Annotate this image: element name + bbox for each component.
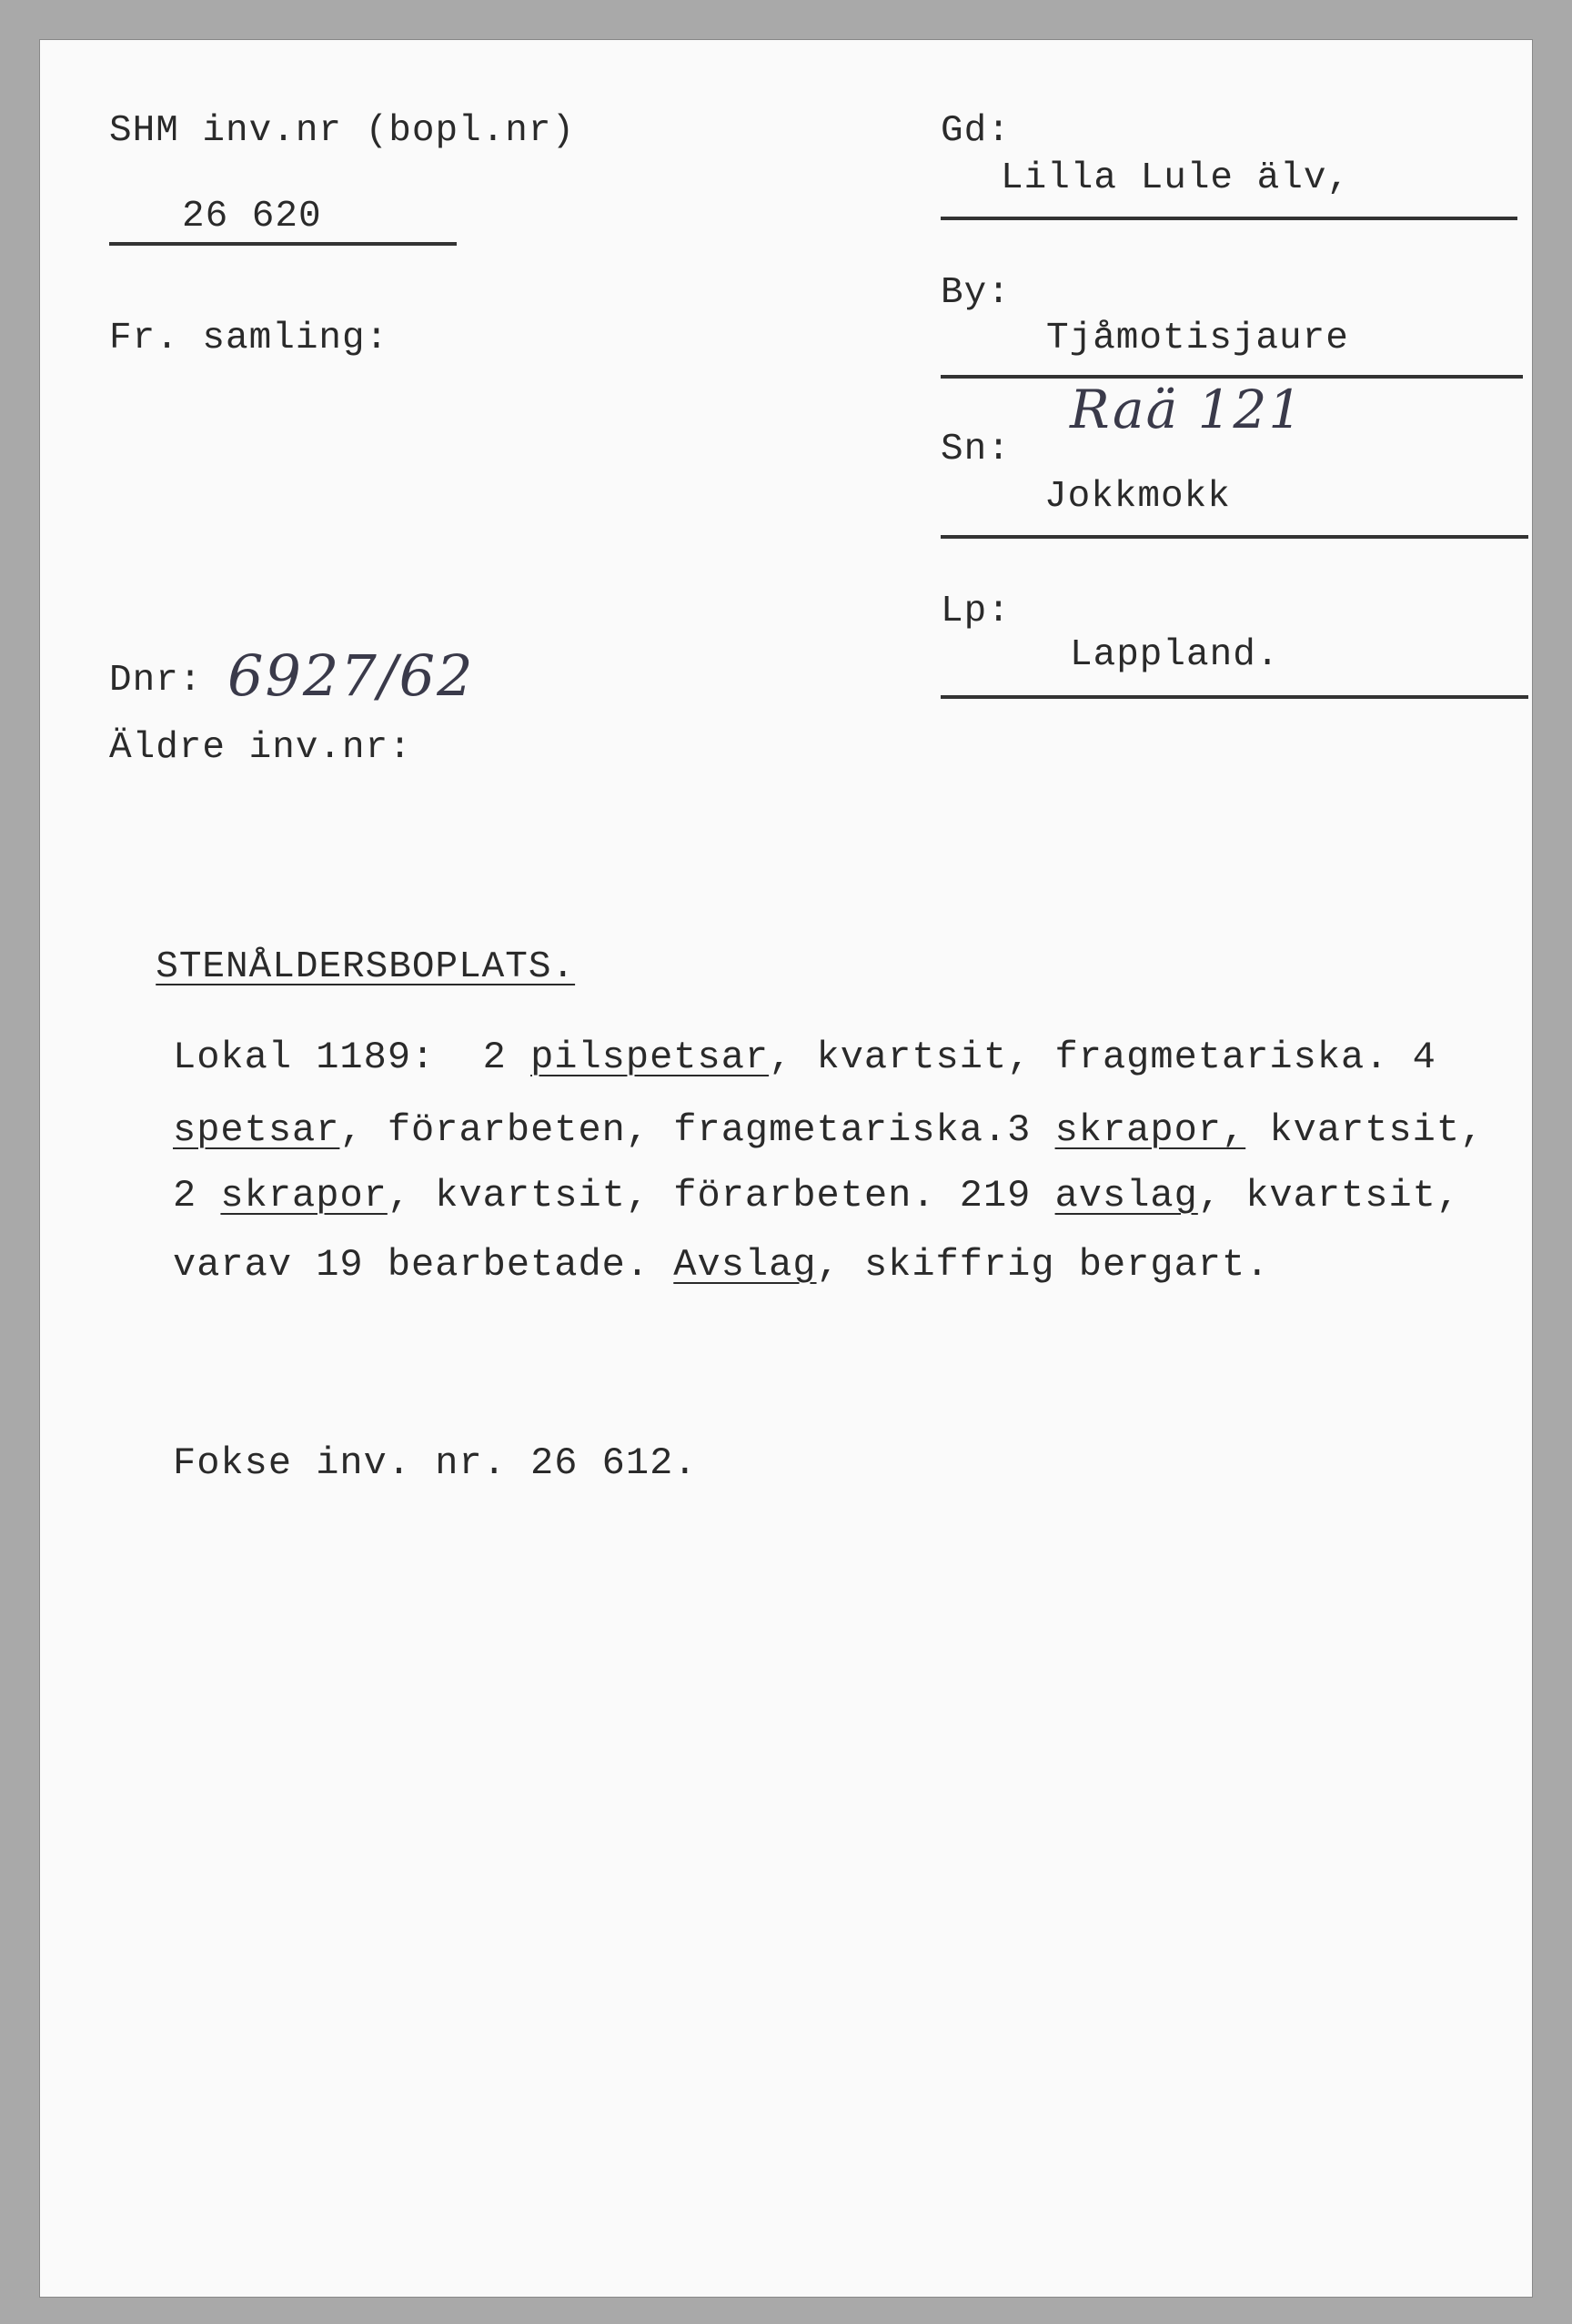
body-line-1	[173, 1036, 1436, 1079]
body-underlined-term: spetsar	[173, 1108, 340, 1152]
body-text: kvartsit,	[1245, 1108, 1485, 1152]
inv-label: SHM inv.nr (bopl.nr)	[109, 110, 576, 152]
dnr-label: Dnr:	[109, 660, 203, 702]
lp-rule	[941, 695, 1528, 699]
gd-label: Gd:	[941, 110, 1011, 152]
body-text: , kvartsit, fragmetariska. 4	[769, 1036, 1436, 1079]
body-line-2	[173, 1108, 1484, 1152]
by-value: Tjåmotisjaure	[1046, 318, 1349, 359]
body-text: , kvartsit,	[1197, 1174, 1461, 1218]
sn-value: Jokkmokk	[1044, 476, 1231, 518]
lp-label: Lp:	[941, 591, 1011, 632]
inv-underline	[109, 242, 457, 246]
dnr-handwritten-value: 6927/62	[227, 642, 475, 709]
body-text: , kvartsit, förarbeten. 219	[387, 1174, 1055, 1218]
gd-value: Lilla Lule älv,	[1001, 157, 1351, 199]
body-text: , förarbeten, fragmetariska.3	[339, 1108, 1055, 1152]
by-label: By:	[941, 272, 1011, 314]
raa-handwritten-value: Raä 121	[1070, 379, 1305, 440]
body-text: , skiffrig bergart.	[816, 1243, 1270, 1287]
body-text: varav 19 bearbetade.	[173, 1243, 674, 1287]
body-underlined-term: Avslag	[673, 1243, 817, 1287]
body-text: 2	[173, 1174, 221, 1218]
site-heading-text: STENÅLDERSBOPLATS.	[156, 946, 576, 988]
body-text: Lokal 1189: 2	[173, 1036, 531, 1079]
inv-value: 26 620	[182, 196, 322, 237]
catalog-card	[40, 40, 1532, 2297]
body-underlined-term: skrapor,	[1054, 1108, 1246, 1152]
site-heading	[109, 912, 575, 986]
body-underlined-term: avslag	[1054, 1174, 1198, 1218]
aldre-inv-label: Äldre inv.nr:	[109, 727, 412, 769]
body-underlined-term: pilspetsar	[530, 1036, 770, 1079]
lp-value: Lappland.	[1070, 634, 1280, 676]
gd-rule	[941, 217, 1517, 220]
samling-label: Fr. samling:	[109, 318, 389, 359]
body-line-3	[173, 1174, 1460, 1218]
body-underlined-term: skrapor	[220, 1174, 388, 1218]
sn-rule	[941, 535, 1528, 539]
sn-label: Sn:	[941, 429, 1011, 470]
body-line-4	[173, 1243, 1269, 1287]
footer-reference: Fokse inv. nr. 26 612.	[173, 1441, 698, 1485]
